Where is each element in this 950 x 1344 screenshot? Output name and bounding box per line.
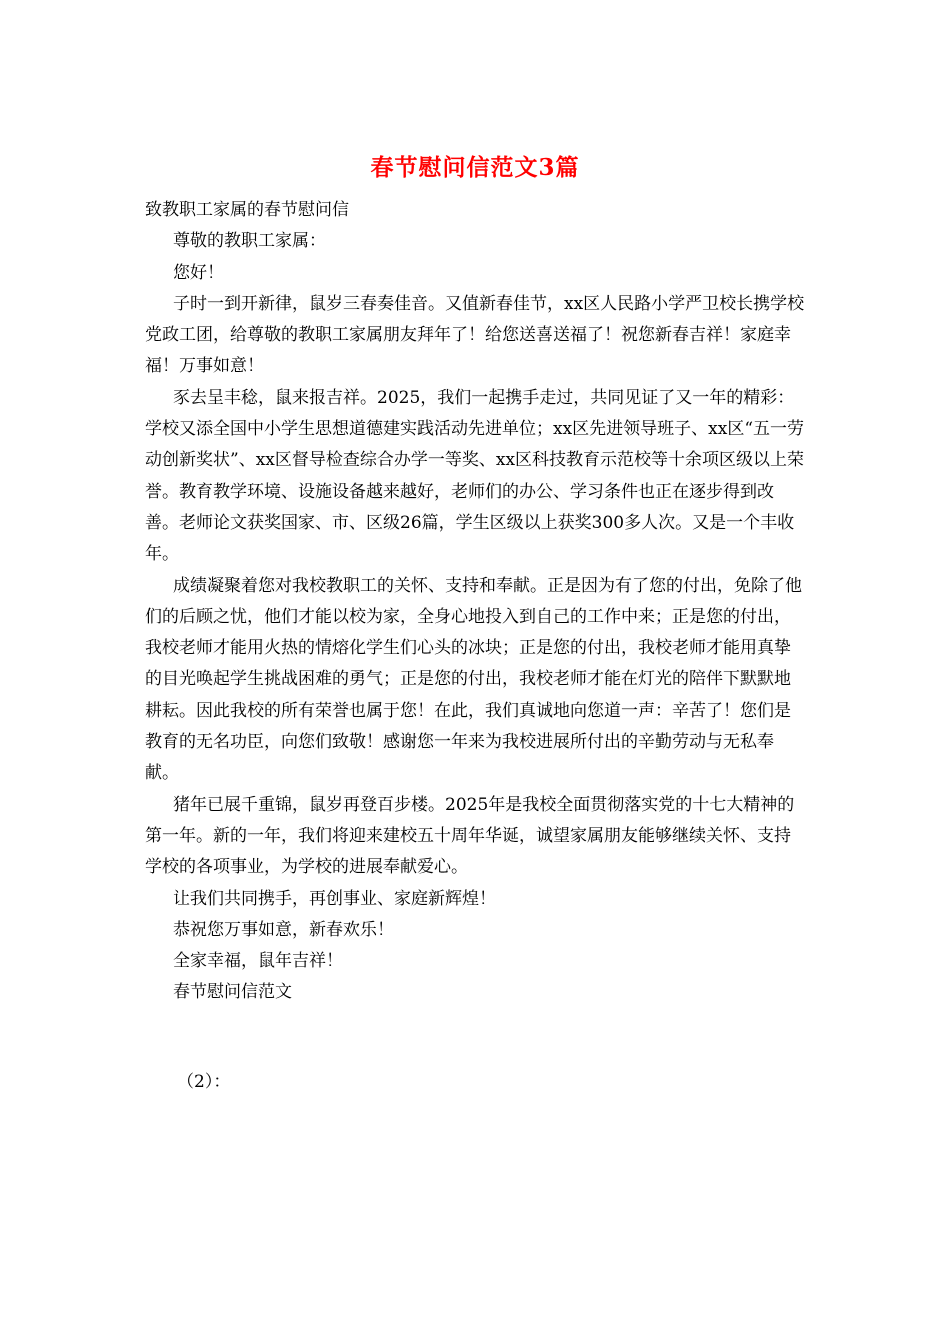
paragraph-3: 成绩凝聚着您对我校教职工的关怀、支持和奉献。正是因为有了您的付出，免除了他们的后顾之忧，他们才能以校为家，全身心地投入到自己的工作中来；正是您的付出，我校老师才能用火热的情熔化学生们心头的冰块；正是您的付出，我校老师才能用真挚的目光唤起学生挑战困难的勇气；正是您的付出，我校老师才能在灯光的陪伴下默默地耕耘。因此我校的所有荣誉也属于您！在此，我们真诚地向您道一声：辛苦了！您们是教育的无名功臣，向您们致敬！感谢您一年来为我校进展所付出的辛勤劳动与无私奉献。 <box>145 575 802 784</box>
closing-line-3: 全家幸福，鼠年吉祥！ <box>173 951 343 972</box>
section-gap <box>145 1009 805 1067</box>
closing-line-1: 让我们共同携手，再创事业、家庭新辉煌！ <box>173 888 496 909</box>
paragraph-2: 豕去呈丰稔，鼠来报吉祥。2025，我们一起携手走过，共同见证了又一年的精彩：学校又添全国中小学生思想道德建实践活动先进单位；xx区先进领导班子、xx区“五一劳动创新奖状”、xx区督导检查综合办学一等奖、xx区科技教育示范校等十余项区级以上荣誉。教育教学环境、设施设备越来越好，老师们的办公、学习条件也正在逐步得到改善。老师论文获奖国家、市、区级26篇，学生区级以上获奖300多人次。又是一个丰收年。 <box>145 387 805 565</box>
part-marker: （2）： <box>177 1071 231 1092</box>
salutation: 尊敬的教职工家属： <box>173 231 326 252</box>
closing-line-2: 恭祝您万事如意，新春欢乐！ <box>173 919 394 940</box>
greeting: 您好！ <box>173 262 224 283</box>
document-title: 春节慰问信范文3篇 <box>370 154 580 181</box>
letter-subtitle: 致教职工家属的春节慰问信 <box>145 200 349 220</box>
paragraph-4: 猪年已展千重锦，鼠岁再登百步楼。2025年是我校全面贯彻落实党的十七大精神的第一年。新的一年，我们将迎来建校五十周年华诞，诚望家属朋友能够继续关怀、支持学校的各项事业，为学校的进展奉献爱心。 <box>145 794 795 878</box>
document-body <box>145 195 805 1098</box>
paragraph-1: 子时一到开新律，鼠岁三春奏佳音。又值新春佳节，xx区人民路小学严卫校长携学校党政工团，给尊敬的教职工家属朋友拜年了！给您送喜送福了！祝您新春吉祥！家庭幸福！万事如意！ <box>145 293 805 377</box>
closing-line-4: 春节慰问信范文 <box>173 982 292 1003</box>
